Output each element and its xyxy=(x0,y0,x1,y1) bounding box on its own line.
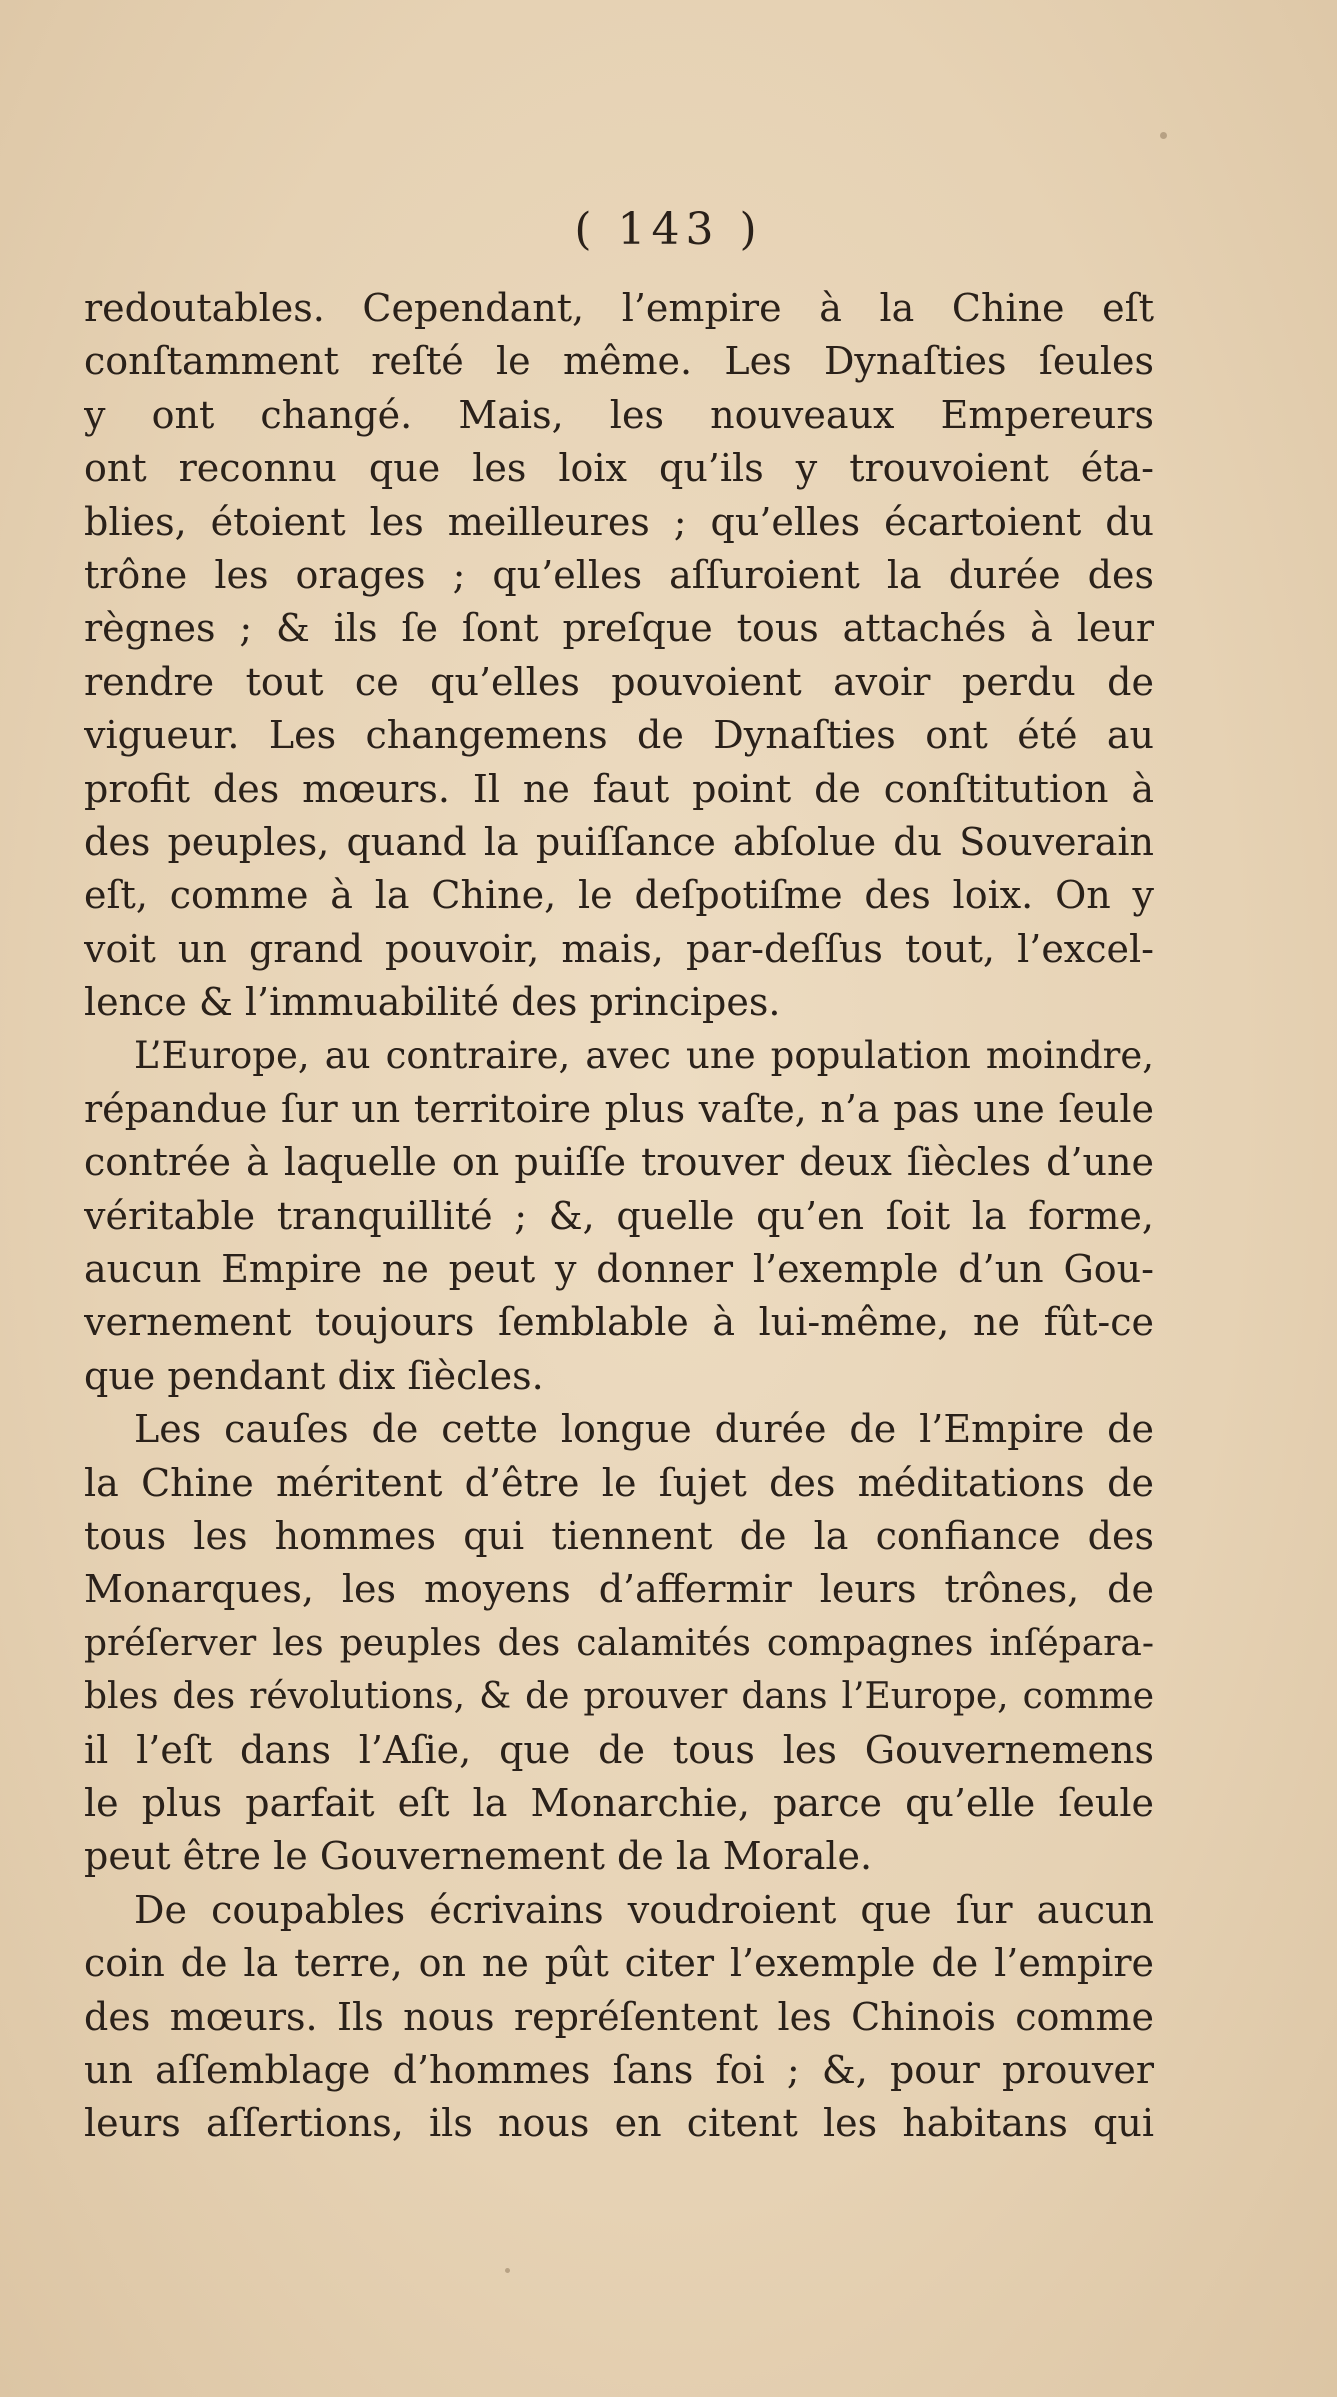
page-number: ( 143 ) xyxy=(574,204,763,255)
text-line: il l’eſt dans l’Aſie, que de tous les Gouvernemens xyxy=(84,1727,1154,1772)
text-line: coin de la terre, on ne pût citer l’exemple de l’empire xyxy=(84,1941,1154,1986)
text-line: préſerver les peuples des calamités compagnes inſépara- xyxy=(84,1622,1154,1664)
paper-speck xyxy=(505,2268,510,2273)
body-text xyxy=(84,282,1154,2151)
text-line: contrée à laquelle on puiſſe trouver deux ſiècles d’une xyxy=(84,1140,1154,1185)
text-line: un aſſemblage d’hommes ſans foi ; &, pour prouver xyxy=(84,2047,1154,2092)
text-line: des peuples, quand la puiſſance abſolue du Souverain xyxy=(84,819,1154,864)
text-line: aucun Empire ne peut y donner l’exemple d’un Gou- xyxy=(84,1247,1154,1292)
text-line: que pendant dix ſiècles. xyxy=(84,1353,544,1398)
text-line: trône les orages ; qu’elles aſſuroient la durée des xyxy=(84,552,1154,597)
text-line: y ont changé. Mais, les nouveaux Empereurs xyxy=(84,392,1154,437)
text-line: bles des révolutions, & de prouver dans l’Europe, comme xyxy=(84,1676,1154,1718)
text-line: L’Europe, au contraire, avec une population moindre, xyxy=(134,1034,1154,1078)
paper-speck xyxy=(1160,132,1167,139)
text-line: profit des mœurs. Il ne faut point de conſtitution à xyxy=(84,766,1154,811)
text-line: véritable tranquillité ; &, quelle qu’en ſoit la forme, xyxy=(84,1193,1154,1238)
text-line: leurs aſſertions, ils nous en citent les habitans qui xyxy=(84,2101,1154,2146)
text-line: tous les hommes qui tiennent de la confiance des xyxy=(84,1513,1154,1558)
text-line: des mœurs. Ils nous repréſentent les Chinois comme xyxy=(84,1994,1154,2039)
text-line: Monarques, les moyens d’affermir leurs trônes, de xyxy=(84,1567,1154,1612)
text-line: peut être le Gouvernement de la Morale. xyxy=(84,1834,873,1879)
text-line: blies, étoient les meilleures ; qu’elles écartoient du xyxy=(84,499,1154,544)
text-line: Les cauſes de cette longue durée de l’Empire de xyxy=(134,1407,1154,1452)
text-line: De coupables écrivains voudroient que ſur aucun xyxy=(134,1887,1154,1932)
text-line: règnes ; & ils ſe ſont preſque tous attachés à leur xyxy=(84,606,1154,651)
text-line: redoutables. Cependant, l’empire à la Chine eſt xyxy=(84,286,1154,330)
text-line: répandue ſur un territoire plus vaſte, n’a pas une ſeule xyxy=(84,1086,1154,1131)
text-line: ont reconnu que les loix qu’ils y trouvoient éta- xyxy=(84,446,1154,491)
text-line: conſtamment reſté le même. Les Dynaſties ſeules xyxy=(84,339,1154,384)
text-line: le plus parfait eſt la Monarchie, parce qu’elle ſeule xyxy=(84,1780,1154,1825)
text-line: voit un grand pouvoir, mais, par-deſſus tout, l’excel- xyxy=(84,926,1154,971)
text-line: vigueur. Les changemens de Dynaſties ont été au xyxy=(84,713,1154,758)
text-line: la Chine méritent d’être le ſujet des méditations de xyxy=(84,1460,1154,1505)
text-line: rendre tout ce qu’elles pouvoient avoir perdu de xyxy=(84,659,1154,704)
text-line: lence & l’immuabilité des principes. xyxy=(84,980,781,1025)
text-line: eſt, comme à la Chine, le deſpotiſme des loix. On y xyxy=(84,873,1154,918)
text-line: vernement toujours ſemblable à lui-même, ne fût-ce xyxy=(84,1300,1154,1345)
